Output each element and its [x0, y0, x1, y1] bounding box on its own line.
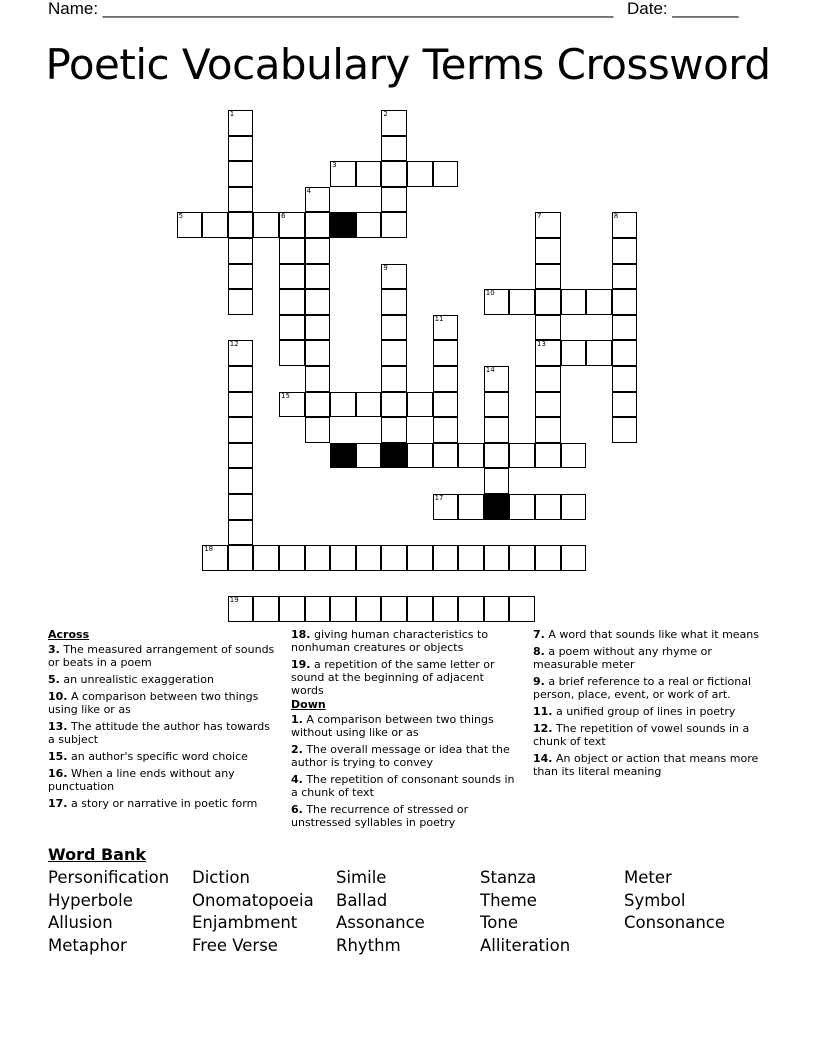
clue-text: The measured arrangement of sounds or beats in a poem: [48, 643, 275, 669]
crossword-cell[interactable]: [228, 545, 254, 571]
crossword-cell[interactable]: [433, 315, 459, 341]
word-bank-item: Hyperbole: [48, 890, 133, 910]
clue-text: The overall message or idea that the author is trying to convey: [291, 743, 510, 769]
crossword-cell[interactable]: [484, 596, 510, 622]
clue-number: 14: [485, 366, 495, 374]
clue-text: An object or action that means more than its literal meaning: [533, 752, 759, 778]
clue-number: 17: [434, 494, 444, 502]
crossword-cell[interactable]: [561, 494, 587, 520]
word-bank-item: Allusion: [48, 913, 113, 933]
clue-item: [48, 797, 280, 810]
clue-item: [533, 752, 768, 778]
crossword-cell[interactable]: [279, 315, 305, 341]
crossword-cell[interactable]: [279, 289, 305, 315]
crossword-cell[interactable]: [177, 212, 203, 238]
crossword-cell[interactable]: [305, 392, 331, 418]
crossword-cell[interactable]: [381, 136, 407, 162]
clue-number: 13: [537, 340, 546, 349]
crossword-cell[interactable]: [433, 596, 459, 622]
crossword-cell[interactable]: [561, 443, 587, 469]
crossword-cell[interactable]: [279, 596, 305, 622]
clue-number: 11.: [533, 705, 553, 718]
crossword-cell[interactable]: [356, 545, 382, 571]
crossword-cell[interactable]: [612, 289, 638, 315]
word-bank-item: Metaphor: [48, 935, 127, 955]
word-bank-item: Free Verse: [192, 935, 278, 955]
clue-number: 11: [434, 314, 444, 323]
crossword-cell[interactable]: [509, 443, 535, 469]
crossword-cell[interactable]: [484, 443, 510, 469]
clue-number: 15.: [48, 750, 68, 763]
clue-text: The attitude the author has towards a subject: [48, 720, 270, 746]
word-bank-item: Diction: [192, 868, 250, 887]
clue-text: an unrealistic exaggeration: [59, 673, 214, 686]
clue-number: 16: [332, 442, 342, 451]
crossword-cell[interactable]: [279, 340, 305, 366]
crossword-cell[interactable]: [433, 161, 459, 187]
crossword-cell[interactable]: [279, 392, 305, 418]
crossword-cell[interactable]: [484, 289, 510, 315]
crossword-cell[interactable]: [509, 494, 535, 520]
clue-text: When a line ends without any punctuation: [48, 767, 235, 793]
crossword-cell[interactable]: [407, 161, 433, 187]
clue-number: 3: [332, 161, 337, 170]
crossword-cell[interactable]: [381, 340, 407, 366]
crossword-cell[interactable]: [228, 443, 254, 469]
crossword-cell[interactable]: [433, 417, 459, 443]
crossword-cell[interactable]: [612, 315, 638, 341]
clue-text: A word that sounds like what it means: [544, 628, 760, 641]
clue-item: [48, 643, 280, 669]
down-heading: Down: [291, 698, 326, 711]
crossword-cell[interactable]: [305, 212, 331, 238]
clue-text: The repetition of vowel sounds in a chunk of text: [533, 722, 750, 748]
clue-number: 12: [229, 340, 239, 349]
clue-number: 8.: [533, 645, 545, 658]
clue-item: [291, 803, 519, 829]
clue-item: [291, 658, 519, 697]
crossword-cell[interactable]: [356, 443, 382, 469]
clue-number: 13.: [48, 720, 68, 733]
crossword-cell[interactable]: [586, 289, 612, 315]
crossword-cell[interactable]: [228, 212, 254, 238]
crossword-cell[interactable]: [535, 315, 561, 341]
clue-number: 6: [281, 212, 286, 221]
crossword-cell[interactable]: [612, 340, 638, 366]
clue-number: 16.: [48, 767, 68, 780]
clue-number: 3.: [48, 643, 60, 656]
word-bank-item: Consonance: [624, 913, 726, 933]
clue-number: 17.: [48, 797, 68, 810]
crossword-cell[interactable]: [330, 392, 356, 418]
clue-number: 5.: [48, 673, 60, 686]
clue-number: 18: [204, 545, 214, 554]
clue-text: a poem without any rhyme or measurable meter: [533, 645, 712, 671]
crossword-cell[interactable]: [561, 340, 587, 366]
crossword-cell[interactable]: [305, 545, 331, 571]
crossword-cell[interactable]: [381, 212, 407, 238]
crossword-cell[interactable]: [228, 417, 254, 443]
clue-number: 1: [229, 110, 235, 118]
clue-item: [291, 773, 519, 799]
crossword-cell[interactable]: [381, 392, 407, 418]
crossword-cell[interactable]: [535, 443, 561, 469]
clue-item: [48, 673, 280, 686]
crossword-cell[interactable]: [253, 596, 279, 622]
clue-item: [533, 722, 768, 748]
clue-item: [291, 713, 519, 739]
clue-item: [48, 767, 280, 793]
crossword-cell[interactable]: [509, 289, 535, 315]
crossword-cell[interactable]: [305, 596, 331, 622]
crossword-cell[interactable]: [484, 468, 510, 494]
word-bank-item: Meter: [624, 868, 672, 887]
clue-number: 5: [178, 212, 184, 221]
clues-column-2: [291, 628, 519, 833]
clue-text: a repetition of the same letter or sound at the beginning of adjacent words: [291, 658, 495, 697]
crossword-cell[interactable]: [228, 340, 254, 366]
word-bank-item: Personification: [48, 868, 170, 887]
crossword-cell[interactable]: [407, 443, 433, 469]
crossword-cell[interactable]: [535, 289, 561, 315]
clue-number: 7.: [533, 628, 545, 641]
crossword-cell[interactable]: [484, 392, 510, 418]
crossword-cell[interactable]: [535, 340, 561, 366]
crossword-cell[interactable]: [330, 161, 356, 187]
crossword-cell[interactable]: [433, 443, 459, 469]
clue-number: 9: [383, 263, 388, 272]
across-heading: Across: [48, 628, 90, 641]
word-bank-item: Alliteration: [480, 935, 571, 955]
clue-item: [48, 750, 280, 763]
crossword-cell[interactable]: [305, 187, 331, 213]
crossword-cell[interactable]: [535, 238, 561, 264]
clue-number: 12.: [533, 722, 553, 735]
crossword-cell[interactable]: [381, 366, 407, 392]
crossword-cell[interactable]: [509, 596, 535, 622]
crossword-cell[interactable]: [612, 264, 638, 290]
name-field-label: Name: ______________________________________________________: [48, 0, 614, 18]
crossword-cell[interactable]: [586, 340, 612, 366]
clue-number: 6.: [291, 803, 303, 816]
crossword-cell[interactable]: [330, 545, 356, 571]
crossword-cell[interactable]: [381, 161, 407, 187]
clue-number: 8: [613, 212, 619, 221]
clue-number: 2.: [291, 743, 303, 756]
crossword-cell[interactable]: [253, 545, 279, 571]
crossword-cell[interactable]: [228, 264, 254, 290]
crossword-cell[interactable]: [381, 264, 407, 290]
clue-item: [533, 628, 768, 641]
crossword-cell[interactable]: [381, 417, 407, 443]
word-bank-item: Theme: [480, 890, 537, 910]
word-bank-title: Word Bank: [48, 845, 147, 864]
crossword-cell[interactable]: [612, 366, 638, 392]
crossword-cell[interactable]: [228, 238, 254, 264]
clues-column-3: [533, 628, 768, 782]
clue-number: 4.: [291, 773, 303, 786]
crossword-cell[interactable]: [381, 545, 407, 571]
clue-number: 15: [281, 391, 290, 400]
crossword-cell[interactable]: [612, 238, 638, 264]
clues-column-1: [48, 628, 280, 814]
crossword-cell[interactable]: [330, 596, 356, 622]
crossword-cell[interactable]: [407, 596, 433, 622]
crossword-cell[interactable]: [535, 264, 561, 290]
crossword-cell[interactable]: [356, 392, 382, 418]
crossword-cell[interactable]: [202, 212, 228, 238]
crossword-cell[interactable]: [279, 212, 305, 238]
crossword-cell[interactable]: [535, 417, 561, 443]
crossword-cell[interactable]: [228, 161, 254, 187]
clue-number: 18.: [291, 628, 311, 641]
clue-item: [48, 690, 280, 716]
clue-item: [291, 628, 519, 654]
clue-text: The repetition of consonant sounds in a chunk of text: [291, 773, 515, 799]
word-bank-item: Ballad: [336, 890, 388, 910]
crossword-cell[interactable]: [228, 392, 254, 418]
crossword-cell[interactable]: [202, 545, 228, 571]
crossword-cell[interactable]: [381, 596, 407, 622]
crossword-cell[interactable]: [305, 417, 331, 443]
clue-number: 14.: [533, 752, 553, 765]
crossword-cell[interactable]: [407, 392, 433, 418]
crossword-cell[interactable]: [509, 545, 535, 571]
crossword-cell[interactable]: [458, 545, 484, 571]
crossword-cell[interactable]: [458, 494, 484, 520]
crossword-cell[interactable]: [228, 520, 254, 546]
shaded-cell: [330, 212, 356, 238]
clue-item: [48, 720, 280, 746]
crossword-cell[interactable]: [305, 340, 331, 366]
crossword-cell[interactable]: [305, 264, 331, 290]
shaded-cell: [330, 443, 356, 469]
crossword-cell[interactable]: [228, 366, 254, 392]
clue-item: [533, 645, 768, 671]
crossword-cell[interactable]: [279, 264, 305, 290]
shaded-cell: [484, 494, 510, 520]
page-title: Poetic Vocabulary Terms Crossword: [45, 40, 771, 89]
word-bank-item: Tone: [480, 913, 518, 933]
crossword-cell[interactable]: [228, 289, 254, 315]
crossword-cell[interactable]: [433, 392, 459, 418]
word-bank-item: Enjambment: [192, 913, 298, 933]
word-bank-item: Assonance: [336, 913, 425, 933]
crossword-cell[interactable]: [356, 596, 382, 622]
crossword-cell[interactable]: [612, 417, 638, 443]
clue-text: giving human characteristics to nonhuman creatures or objects: [291, 628, 489, 654]
clue-text: a brief reference to a real or fictional person, place, event, or work of art.: [533, 675, 752, 701]
crossword-cell[interactable]: [433, 366, 459, 392]
clue-number: 10: [485, 289, 495, 298]
clue-number: 1.: [291, 713, 303, 726]
clue-number: 7: [537, 212, 542, 221]
crossword-cell[interactable]: [279, 545, 305, 571]
clue-number: 9.: [533, 675, 545, 688]
crossword-cell[interactable]: [433, 340, 459, 366]
clue-number: 2: [383, 110, 388, 118]
crossword-cell[interactable]: [305, 315, 331, 341]
clue-number: 19.: [291, 658, 311, 671]
clue-text: A comparison between two things without using like or as: [291, 713, 494, 739]
crossword-cell[interactable]: [484, 366, 510, 392]
crossword-cell[interactable]: [381, 289, 407, 315]
clue-number: 4: [306, 186, 312, 195]
crossword-cell[interactable]: [612, 392, 638, 418]
crossword-cell[interactable]: [356, 161, 382, 187]
word-bank-item: Symbol: [624, 890, 686, 910]
clue-text: The recurrence of stressed or unstressed syllables in poetry: [291, 803, 469, 829]
clue-item: [533, 705, 768, 718]
crossword-cell[interactable]: [535, 392, 561, 418]
crossword-cell[interactable]: [381, 187, 407, 213]
crossword-cell[interactable]: [561, 545, 587, 571]
crossword-cell[interactable]: [356, 212, 382, 238]
crossword-cell[interactable]: [228, 494, 254, 520]
clue-item: [533, 675, 768, 701]
crossword-cell[interactable]: [228, 468, 254, 494]
clue-item: [291, 743, 519, 769]
crossword-cell[interactable]: [535, 545, 561, 571]
word-bank-item: Stanza: [480, 868, 537, 887]
crossword-cell[interactable]: [407, 545, 433, 571]
crossword-cell[interactable]: [228, 110, 254, 136]
shaded-cell: [381, 443, 407, 469]
clue-text: a story or narrative in poetic form: [67, 797, 258, 810]
crossword-cell[interactable]: [305, 366, 331, 392]
crossword-cell[interactable]: [305, 289, 331, 315]
crossword-cell[interactable]: [253, 212, 279, 238]
clue-text: A comparison between two things using like or as: [48, 690, 259, 716]
word-bank-item: Rhythm: [336, 935, 401, 955]
crossword-cell[interactable]: [228, 187, 254, 213]
crossword-cell[interactable]: [535, 366, 561, 392]
crossword-cell[interactable]: [535, 212, 561, 238]
crossword-cell[interactable]: [433, 545, 459, 571]
crossword-cell[interactable]: [458, 596, 484, 622]
crossword-cell[interactable]: [433, 494, 459, 520]
crossword-cell[interactable]: [279, 238, 305, 264]
crossword-cell[interactable]: [381, 110, 407, 136]
crossword-cell[interactable]: [228, 136, 254, 162]
word-bank-item: Simile: [336, 868, 387, 887]
clue-number: 10.: [48, 690, 68, 703]
crossword-cell[interactable]: [458, 443, 484, 469]
date-field-label: Date: _______: [627, 0, 739, 18]
crossword-cell[interactable]: [228, 596, 254, 622]
crossword-cell[interactable]: [561, 289, 587, 315]
crossword-cell[interactable]: [381, 315, 407, 341]
word-bank-item: Onomatopoeia: [192, 890, 314, 910]
clue-number: 19: [229, 596, 239, 605]
crossword-cell[interactable]: [305, 238, 331, 264]
crossword-cell[interactable]: [484, 417, 510, 443]
clue-text: a unified group of lines in poetry: [552, 705, 736, 718]
crossword-cell[interactable]: [484, 545, 510, 571]
crossword-cell[interactable]: [612, 212, 638, 238]
crossword-cell[interactable]: [535, 494, 561, 520]
clue-text: an author's specific word choice: [67, 750, 248, 763]
